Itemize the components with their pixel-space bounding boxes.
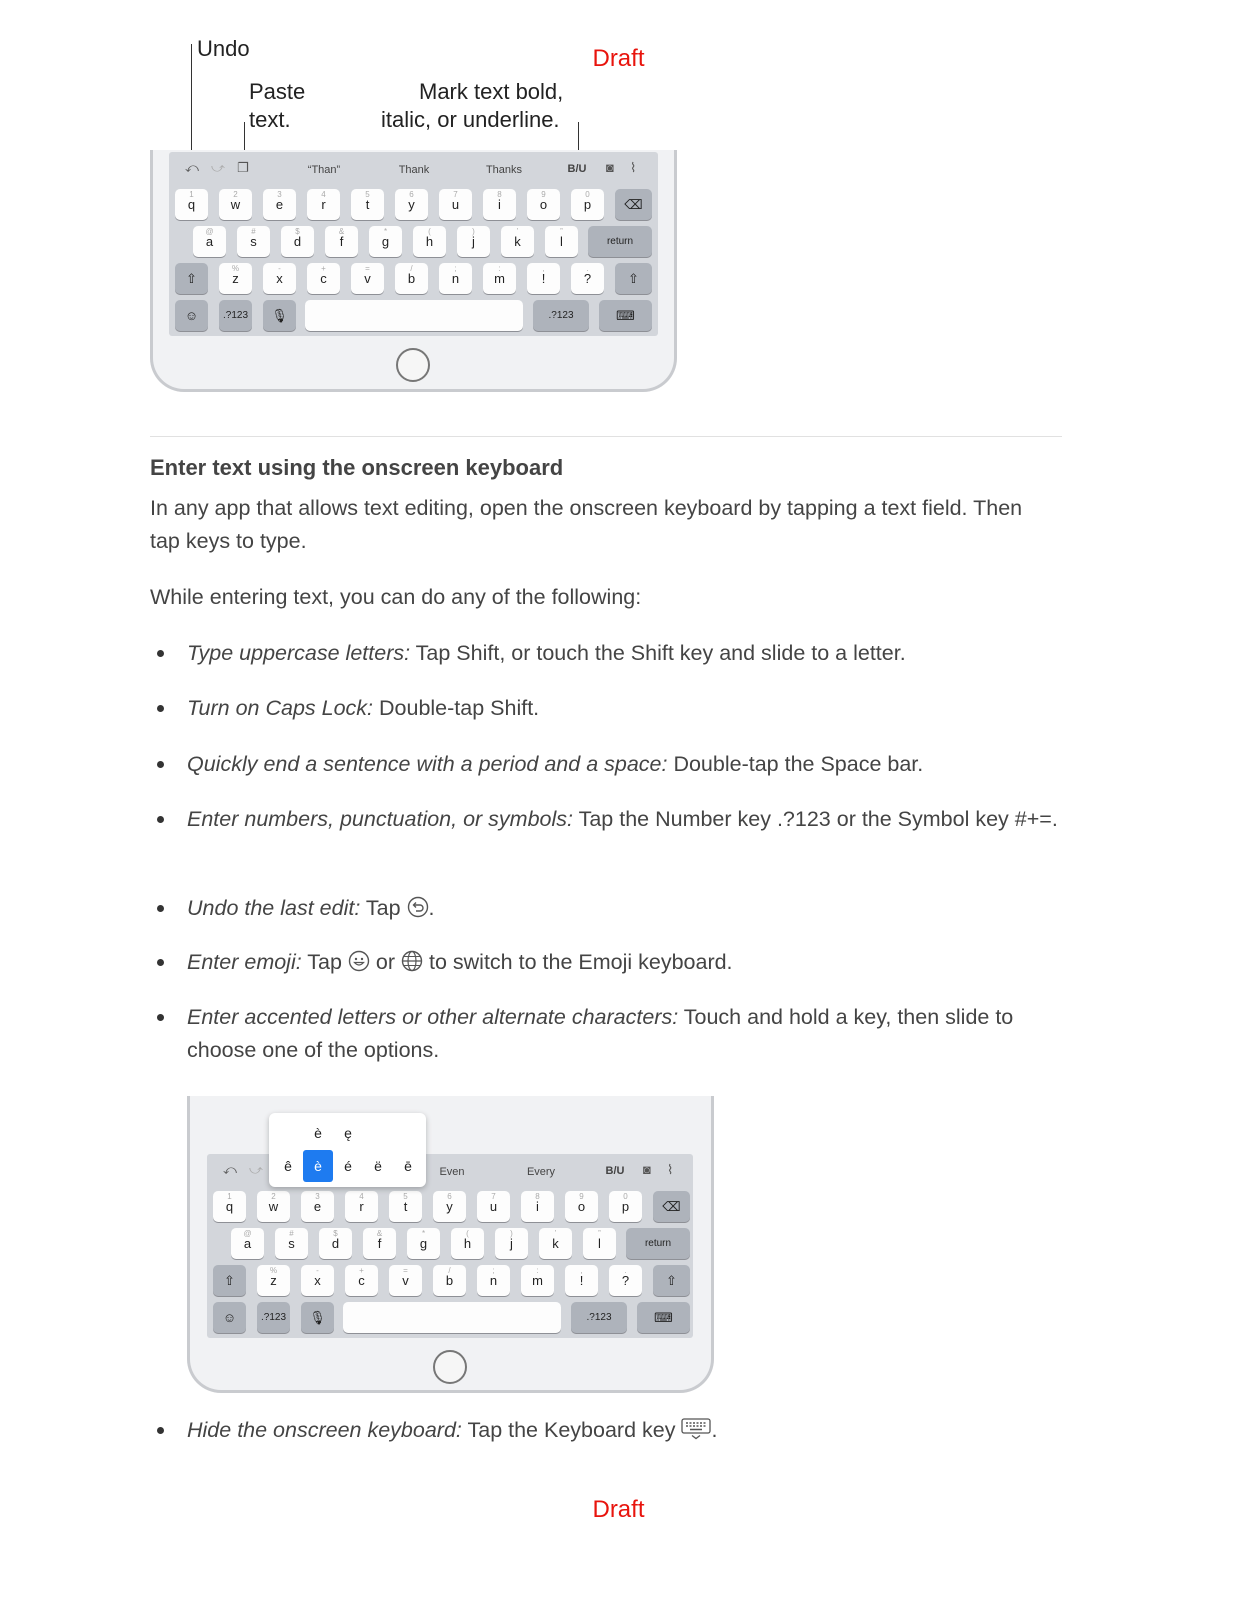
leader-undo xyxy=(191,44,192,162)
bullet-dot xyxy=(157,705,164,712)
key-label: k xyxy=(514,234,521,249)
key-label: k xyxy=(552,1236,559,1251)
key-c[interactable] xyxy=(307,263,340,294)
key-label: r xyxy=(321,197,326,212)
key-label: b xyxy=(445,1273,454,1288)
key-alt-label: : xyxy=(536,1266,539,1275)
accent-option[interactable]: ê xyxy=(284,1158,292,1174)
accent-option[interactable]: é xyxy=(344,1158,352,1174)
key-alt-label: 7 xyxy=(491,1192,496,1201)
key-b[interactable] xyxy=(395,263,428,294)
ipad-edge-left xyxy=(187,1096,190,1156)
dictation-key[interactable] xyxy=(263,300,296,331)
key-label: z xyxy=(232,271,239,286)
key-alt-label: 0 xyxy=(585,190,590,199)
key-label: v xyxy=(364,271,371,286)
home-button xyxy=(396,348,430,382)
key-label: f xyxy=(377,1236,382,1251)
key-label: u xyxy=(489,1199,498,1214)
key-label: ⌨ xyxy=(616,307,635,323)
key-g[interactable] xyxy=(407,1228,440,1259)
accent-option[interactable]: ë xyxy=(374,1158,382,1174)
key-alt-label: . xyxy=(586,264,589,273)
key-label: u xyxy=(451,197,460,212)
suggestion-2[interactable]: Thank xyxy=(398,164,430,176)
key-label: e xyxy=(275,197,284,212)
paste-icon[interactable]: ❐ xyxy=(237,160,249,175)
callout-format-line1: Mark text bold, xyxy=(419,79,564,104)
camera-icon[interactable]: ◙ xyxy=(606,160,614,175)
key-label: return xyxy=(644,1238,672,1249)
key-o[interactable] xyxy=(527,189,560,220)
key-o[interactable] xyxy=(565,1191,598,1222)
key-label: y xyxy=(408,197,415,212)
key-label: t xyxy=(403,1199,408,1214)
key-z[interactable] xyxy=(257,1265,290,1296)
key-label: s xyxy=(250,234,257,249)
number-key-left[interactable] xyxy=(219,300,252,331)
key-s[interactable] xyxy=(237,226,270,257)
key-label: ⇧ xyxy=(186,270,197,286)
key-j[interactable] xyxy=(495,1228,528,1259)
key-label: i xyxy=(536,1199,539,1214)
key-alt-label: & xyxy=(338,227,345,236)
key-alt-label: % xyxy=(231,264,240,273)
key-label: p xyxy=(583,197,592,212)
bullet-dot xyxy=(157,905,164,912)
key-label: c xyxy=(320,271,327,286)
key-label: m xyxy=(532,1273,543,1288)
key-label: ! xyxy=(541,271,546,286)
key-alt-label: = xyxy=(365,264,370,273)
key-v[interactable] xyxy=(389,1265,422,1296)
emoji-key[interactable] xyxy=(213,1302,246,1333)
key-label: b xyxy=(407,271,416,286)
key-w[interactable] xyxy=(257,1191,290,1222)
section-divider xyxy=(150,436,1062,437)
key-alt-label: # xyxy=(251,227,256,236)
key-label: q xyxy=(225,1199,234,1214)
key-label: p xyxy=(621,1199,630,1214)
home-button xyxy=(433,1350,467,1384)
return-key[interactable] xyxy=(626,1228,690,1259)
key-alt-label: + xyxy=(321,264,326,273)
key-alt-label: ) xyxy=(472,227,475,236)
key-i[interactable] xyxy=(521,1191,554,1222)
bullet-dot xyxy=(157,1427,164,1434)
bullet-dot xyxy=(157,650,164,657)
key-c[interactable] xyxy=(345,1265,378,1296)
key-alt-label: 1 xyxy=(227,1192,232,1201)
key-label: m xyxy=(494,271,505,286)
key-label: v xyxy=(402,1273,409,1288)
key-label: h xyxy=(425,234,434,249)
key-alt-label: 2 xyxy=(233,190,238,199)
key-alt-label: ’ xyxy=(516,227,519,236)
list-item: Undo the last edit: Tap . xyxy=(187,896,435,920)
callout-paste-line1: Paste xyxy=(249,79,306,104)
key-label: w xyxy=(268,1199,279,1214)
callout-format-line2: italic, or underline. xyxy=(381,107,560,132)
key-alt-label: @ xyxy=(243,1229,252,1238)
key-f[interactable] xyxy=(325,226,358,257)
key-alt-label: 3 xyxy=(277,190,282,199)
key-label: ? xyxy=(583,271,592,286)
key-label: ? xyxy=(621,1273,630,1288)
key-label: n xyxy=(451,271,460,286)
bullet-dot xyxy=(157,1014,164,1021)
lead-paragraph: While entering text, you can do any of the following: xyxy=(150,585,642,609)
key-label: l xyxy=(560,234,563,249)
key-label: ! xyxy=(579,1273,584,1288)
key-alt-label: ) xyxy=(510,1229,513,1238)
accent-popup xyxy=(269,1113,426,1187)
bullet-dot xyxy=(157,761,164,768)
key-alt-label: 5 xyxy=(403,1192,408,1201)
key-punct-7[interactable] xyxy=(527,263,560,294)
key-alt-label: 1 xyxy=(189,190,194,199)
redo-icon[interactable]: ⤻ xyxy=(249,1162,263,1177)
key-alt-label: 3 xyxy=(315,1192,320,1201)
draft-watermark-bottom: Draft xyxy=(592,1496,645,1523)
key-label: i xyxy=(498,197,501,212)
key-h[interactable] xyxy=(413,226,446,257)
key-punct-8[interactable] xyxy=(571,263,604,294)
space-bar[interactable] xyxy=(305,300,523,331)
key-label: s xyxy=(288,1236,295,1251)
key-alt-label: $ xyxy=(333,1229,338,1238)
key-alt-label: ( xyxy=(428,227,431,236)
key-label: .?123 xyxy=(222,310,249,321)
key-alt-label: % xyxy=(269,1266,278,1275)
list-item: Type uppercase letters: Tap Shift, or touch the Shift key and slide to a letter. xyxy=(187,641,906,665)
draft-watermark-top: Draft xyxy=(592,45,645,72)
shift-key-left[interactable] xyxy=(213,1265,246,1296)
key-x[interactable] xyxy=(263,263,296,294)
bullet-dot xyxy=(157,959,164,966)
key-q[interactable] xyxy=(175,189,208,220)
key-label: w xyxy=(230,197,241,212)
key-label: ⇧ xyxy=(666,1272,677,1288)
key-alt-label: ” xyxy=(560,227,563,236)
hide-keyboard-key[interactable] xyxy=(637,1302,690,1333)
key-label: .?123 xyxy=(548,310,574,321)
key-alt-label: 6 xyxy=(409,190,414,199)
bullet-dot xyxy=(157,816,164,823)
key-t[interactable] xyxy=(389,1191,422,1222)
key-label: 🎙 xyxy=(309,1309,326,1325)
key-k[interactable] xyxy=(501,226,534,257)
key-label: .?123 xyxy=(586,1312,612,1323)
key-y[interactable] xyxy=(433,1191,466,1222)
key-label: ☺ xyxy=(222,1310,237,1325)
key-label: g xyxy=(381,234,390,249)
key-alt-label: 2 xyxy=(271,1192,276,1201)
key-m[interactable] xyxy=(521,1265,554,1296)
globe-icon xyxy=(401,950,423,972)
key-alt-label: ; xyxy=(492,1266,495,1275)
section-heading: Enter text using the onscreen keyboard xyxy=(150,455,564,480)
dictation-key[interactable] xyxy=(301,1302,334,1333)
delete-key[interactable] xyxy=(615,189,652,220)
key-alt-label: 4 xyxy=(321,190,326,199)
key-v[interactable] xyxy=(351,263,384,294)
key-b[interactable] xyxy=(433,1265,466,1296)
key-label: n xyxy=(489,1273,498,1288)
key-s[interactable] xyxy=(275,1228,308,1259)
key-label: e xyxy=(313,1199,322,1214)
key-alt-label: 7 xyxy=(453,190,458,199)
key-alt-label: 5 xyxy=(365,190,370,199)
key-label: ⌫ xyxy=(624,196,643,212)
emoji-icon xyxy=(348,950,370,972)
attachment-icon[interactable]: ⌇ xyxy=(630,160,637,175)
key-n[interactable] xyxy=(439,263,472,294)
key-alt-label: ’ xyxy=(554,1229,557,1238)
key-label: j xyxy=(510,1236,513,1251)
return-key[interactable] xyxy=(588,226,652,257)
key-label: o xyxy=(577,1199,586,1214)
key-p[interactable] xyxy=(571,189,604,220)
undo-icon[interactable]: ⤺ xyxy=(185,160,199,175)
space-bar[interactable] xyxy=(343,1302,561,1333)
key-h[interactable] xyxy=(451,1228,484,1259)
key-k[interactable] xyxy=(539,1228,572,1259)
number-key-left[interactable] xyxy=(257,1302,290,1333)
emoji-key[interactable] xyxy=(175,300,208,331)
list-item: Hide the onscreen keyboard: Tap the Keyboard key . xyxy=(187,1418,718,1442)
key-alt-label: $ xyxy=(295,227,300,236)
key-l[interactable] xyxy=(545,226,578,257)
key-label: x xyxy=(276,271,283,286)
accent-option[interactable]: ę xyxy=(344,1125,352,1141)
list-item: Enter accented letters or other alternate characters: Touch and hold a key, then slide to choose one of the options. xyxy=(187,1005,1014,1062)
key-x[interactable] xyxy=(301,1265,334,1296)
key-alt-label: * xyxy=(383,227,388,236)
key-d[interactable] xyxy=(319,1228,352,1259)
key-label: ☺ xyxy=(184,308,199,323)
key-label: r xyxy=(359,1199,364,1214)
redo-icon[interactable]: ⤻ xyxy=(211,160,225,175)
key-alt-label: 9 xyxy=(579,1192,584,1201)
key-alt-label: , xyxy=(580,1266,583,1275)
key-alt-label: * xyxy=(421,1229,426,1238)
key-punct-8[interactable] xyxy=(609,1265,642,1296)
undo-icon[interactable]: ⤺ xyxy=(223,1162,237,1177)
key-u[interactable] xyxy=(439,189,472,220)
key-alt-label: ” xyxy=(598,1229,601,1238)
suggestion-3[interactable]: Thanks xyxy=(485,164,523,176)
key-label: ⇧ xyxy=(224,1272,235,1288)
key-alt-label: @ xyxy=(205,227,214,236)
shift-key-right[interactable] xyxy=(615,263,652,294)
key-e[interactable] xyxy=(263,189,296,220)
key-label: y xyxy=(446,1199,453,1214)
key-punct-7[interactable] xyxy=(565,1265,598,1296)
ipad-edge-right xyxy=(711,1096,714,1156)
key-r[interactable] xyxy=(307,189,340,220)
accent-option[interactable]: è xyxy=(314,1125,322,1141)
delete-key[interactable] xyxy=(653,1191,690,1222)
key-q[interactable] xyxy=(213,1191,246,1222)
key-label: f xyxy=(339,234,344,249)
key-label: ⌫ xyxy=(662,1198,681,1214)
keyboard-icon xyxy=(681,1418,711,1440)
key-alt-label: 4 xyxy=(359,1192,364,1201)
key-label: q xyxy=(187,197,196,212)
key-alt-label: 6 xyxy=(447,1192,452,1201)
list-item: Quickly end a sentence with a period and a space: Double-tap the Space bar. xyxy=(187,752,924,776)
key-a[interactable] xyxy=(193,226,226,257)
key-alt-label: - xyxy=(316,1266,319,1275)
format-button[interactable]: B/U xyxy=(605,1165,625,1177)
key-label: .?123 xyxy=(260,1312,287,1323)
number-key-right[interactable] xyxy=(571,1302,627,1333)
key-alt-label: 8 xyxy=(497,190,502,199)
key-label: o xyxy=(539,197,548,212)
key-g[interactable] xyxy=(369,226,402,257)
key-e[interactable] xyxy=(301,1191,334,1222)
key-alt-label: - xyxy=(278,264,281,273)
key-p[interactable] xyxy=(609,1191,642,1222)
undo-icon xyxy=(407,896,429,918)
key-label: h xyxy=(463,1236,472,1251)
list-item: Turn on Caps Lock: Double-tap Shift. xyxy=(187,696,540,720)
list-item: Enter emoji: Tap or to switch to the Emoji keyboard. xyxy=(187,950,733,974)
key-j[interactable] xyxy=(457,226,490,257)
key-label: z xyxy=(270,1273,277,1288)
hide-keyboard-key[interactable] xyxy=(599,300,652,331)
key-alt-label: + xyxy=(359,1266,364,1275)
key-label: ⌨ xyxy=(654,1309,673,1325)
key-alt-label: = xyxy=(403,1266,408,1275)
key-r[interactable] xyxy=(345,1191,378,1222)
key-label: return xyxy=(606,236,634,247)
onscreen-keyboard xyxy=(169,152,658,336)
key-alt-label: / xyxy=(448,1266,451,1275)
key-alt-label: 0 xyxy=(623,1192,628,1201)
key-i[interactable] xyxy=(483,189,516,220)
intro-paragraph: In any app that allows text editing, open the onscreen keyboard by tapping a text field. Then tap keys to type. xyxy=(150,496,1023,553)
suggestion-2[interactable]: Every xyxy=(526,1166,556,1178)
format-button[interactable]: B/U xyxy=(567,163,587,175)
key-d[interactable] xyxy=(281,226,314,257)
key-l[interactable] xyxy=(583,1228,616,1259)
key-label: x xyxy=(314,1273,321,1288)
suggestion-1[interactable]: Even xyxy=(439,1166,465,1178)
accent-option[interactable]: ē xyxy=(404,1158,412,1174)
key-a[interactable] xyxy=(231,1228,264,1259)
key-label: d xyxy=(331,1236,340,1251)
number-key-right[interactable] xyxy=(533,300,589,331)
key-label: a xyxy=(243,1236,252,1251)
key-label: ⇧ xyxy=(628,270,639,286)
attachment-icon[interactable]: ⌇ xyxy=(667,1162,674,1177)
key-alt-label: 9 xyxy=(541,190,546,199)
key-m[interactable] xyxy=(483,263,516,294)
key-u[interactable] xyxy=(477,1191,510,1222)
accent-option-selected[interactable]: è xyxy=(303,1150,333,1182)
shift-key-left[interactable] xyxy=(175,263,208,294)
key-label: g xyxy=(419,1236,428,1251)
key-label: a xyxy=(205,234,214,249)
camera-icon[interactable]: ◙ xyxy=(643,1162,651,1177)
key-z[interactable] xyxy=(219,263,252,294)
shift-key-right[interactable] xyxy=(653,1265,690,1296)
key-alt-label: . xyxy=(624,1266,627,1275)
suggestion-1[interactable]: “Than” xyxy=(307,164,341,176)
key-label: d xyxy=(293,234,302,249)
key-alt-label: 8 xyxy=(535,1192,540,1201)
key-t[interactable] xyxy=(351,189,384,220)
key-y[interactable] xyxy=(395,189,428,220)
key-w[interactable] xyxy=(219,189,252,220)
key-n[interactable] xyxy=(477,1265,510,1296)
key-alt-label: # xyxy=(289,1229,294,1238)
key-label: 🎙 xyxy=(271,307,288,323)
key-f[interactable] xyxy=(363,1228,396,1259)
key-alt-label: & xyxy=(376,1229,383,1238)
key-label: t xyxy=(365,197,370,212)
list-item: Enter numbers, punctuation, or symbols: Tap the Number key .?123 or the Symbol key #+=. xyxy=(187,807,1058,831)
callout-undo: Undo xyxy=(197,36,250,61)
key-alt-label: ( xyxy=(466,1229,469,1238)
key-alt-label: / xyxy=(410,264,413,273)
key-alt-label: , xyxy=(542,264,545,273)
key-alt-label: ; xyxy=(454,264,457,273)
callout-paste-line2: text. xyxy=(249,107,291,132)
key-label: c xyxy=(358,1273,365,1288)
key-alt-label: : xyxy=(498,264,501,273)
key-label: l xyxy=(598,1236,601,1251)
key-label: j xyxy=(472,234,475,249)
